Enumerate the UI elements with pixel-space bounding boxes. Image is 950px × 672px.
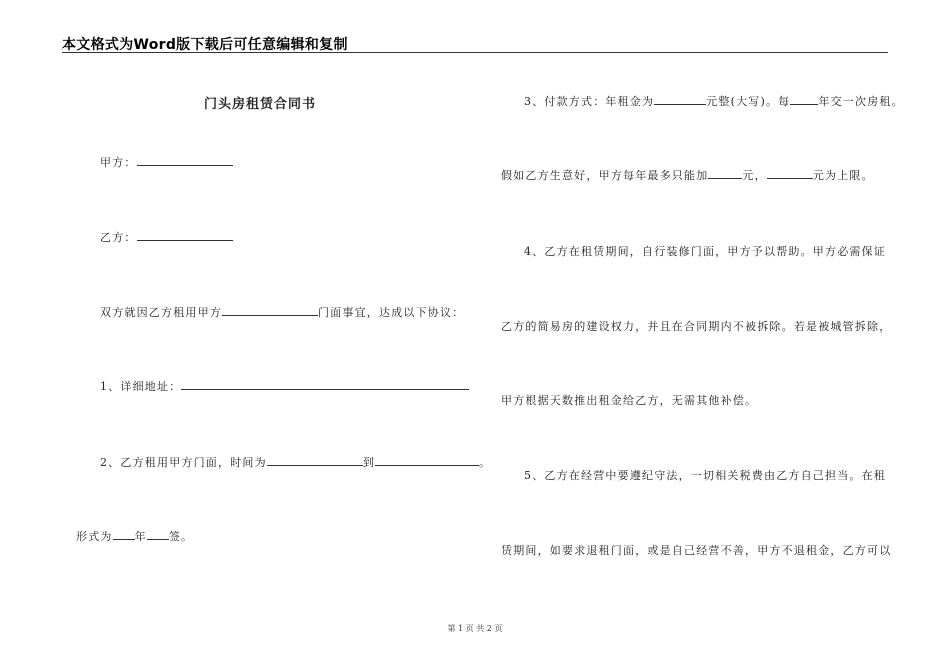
end-date-blank xyxy=(375,454,479,466)
intro-line xyxy=(100,304,464,320)
form-text-a: 形式为 xyxy=(76,530,113,543)
start-date-blank xyxy=(267,454,363,466)
cap-blank xyxy=(767,167,813,179)
item3-line1 xyxy=(524,93,904,109)
form-text-c: 签。 xyxy=(168,530,194,543)
item3-line2-text-b: 元， xyxy=(742,169,767,182)
party-b-blank xyxy=(137,229,233,241)
item3-line2 xyxy=(501,167,874,183)
header-text: 本文格式为Word版下载后可任意编辑和复制 xyxy=(62,37,348,53)
item1-line xyxy=(100,378,469,394)
item1-label: 1、详细地址： xyxy=(100,380,182,393)
item4-line2: 乙方的简易房的建设权力，并且在合同期内不被拆除。若是被城管拆除， xyxy=(501,320,892,333)
years-blank xyxy=(790,93,818,105)
contract-title: 门头房租赁合同书 xyxy=(204,97,317,112)
item3-text-a: 3、付款方式：年租金为 xyxy=(524,95,655,108)
form-text-b: 年 xyxy=(134,530,147,543)
item2-text-b: 到 xyxy=(362,456,376,469)
party-b-line xyxy=(100,229,233,245)
intro-text-b: 门面事宜，达成以下协议： xyxy=(318,306,465,319)
form-blank-2 xyxy=(147,528,169,540)
item2-line xyxy=(100,454,491,470)
rent-blank xyxy=(654,93,706,105)
item3-line2-text-a: 假如乙方生意好，甲方每年最多只能加 xyxy=(501,169,709,182)
item3-text-c: 年交一次房租。 xyxy=(818,95,904,108)
form-line xyxy=(76,528,193,544)
item5-line2: 赁期间，如要求退租门面，或是自己经营不善，甲方不退租金，乙方可以 xyxy=(501,544,892,557)
intro-text-a: 双方就因乙方租用甲方 xyxy=(100,306,222,319)
item3-line2-text-c: 元为上限。 xyxy=(812,169,874,182)
party-b-label: 乙方： xyxy=(100,231,137,244)
increase-blank xyxy=(708,167,742,179)
party-a-line xyxy=(100,154,233,170)
document-header xyxy=(62,30,888,53)
item4-line3: 甲方根据天数推出租金给乙方，无需其他补偿。 xyxy=(501,394,758,407)
item4-line1: 4、乙方在租赁期间，自行装修门面，甲方予以帮助。甲方必需保证 xyxy=(524,245,886,258)
item2-text-c: 。 xyxy=(479,456,492,469)
party-a-label: 甲方： xyxy=(100,156,137,169)
intro-blank xyxy=(222,304,318,316)
item3-text-b: 元整(大写)。每 xyxy=(706,95,791,108)
address-blank xyxy=(181,378,469,390)
page-footer: 第 1 页 共 2 页 xyxy=(447,624,503,633)
item2-text-a: 2、乙方租用甲方门面，时间为 xyxy=(100,456,267,469)
party-a-blank xyxy=(137,154,233,166)
form-blank-1 xyxy=(113,528,135,540)
item5-line1: 5、乙方在经营中要遵纪守法，一切相关税费由乙方自己担当。在租 xyxy=(524,469,886,482)
